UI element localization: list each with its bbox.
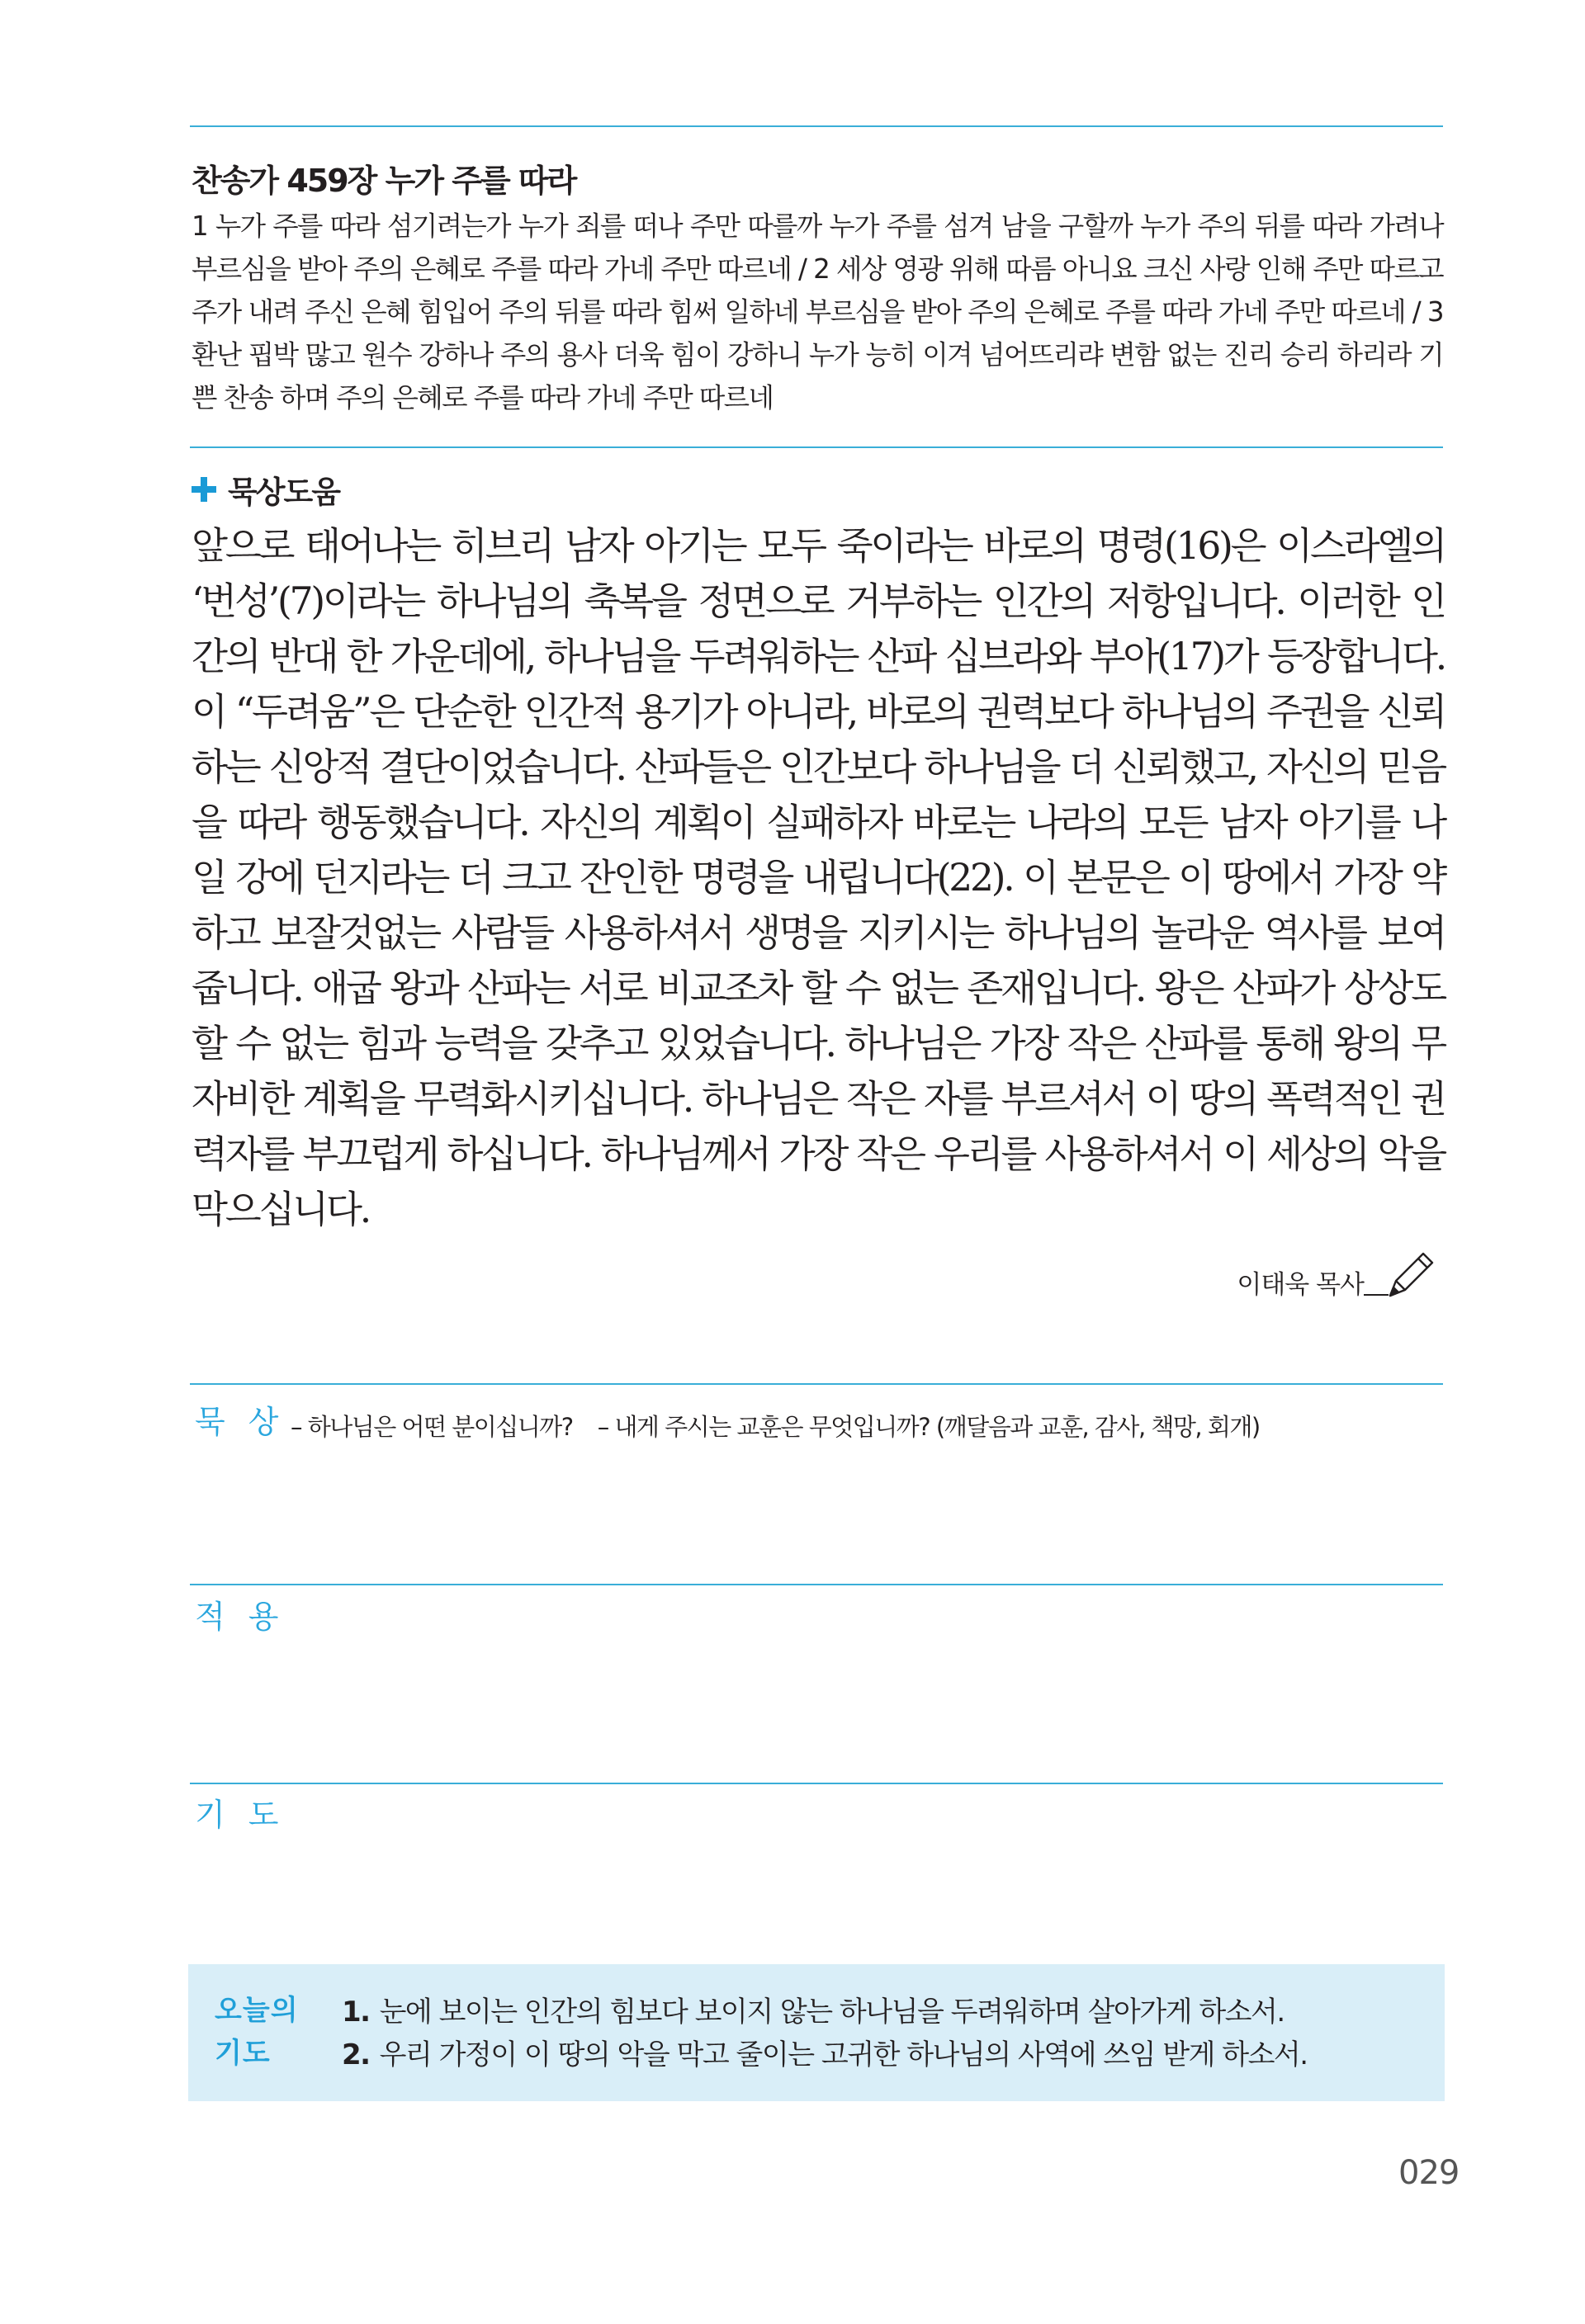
- item-number: 2.: [342, 2038, 370, 2071]
- item-number: 1.: [342, 1996, 370, 2029]
- prompt-lesson: – 내게 주시는 교훈은 무엇입니까? (깨달음과 교훈, 감사, 책망, 회개): [597, 1413, 1260, 1441]
- hymn-lyrics: 1 누가 주를 따라 섬기려는가 누가 죄를 떠나 주만 따를까 누가 주를 섬겨 남을 구할까 누가 주의 뒤를 따라 가려나 부르심을 받아 주의 은혜로 주를 따라 가네 주만 따르네 / 2 세상 영광 위해 따름 아니요 크신 사랑 인해 주만 따르고 주가 내려 주신 은혜 힘입어 주의 뒤를 따라 힘써 일하네 부르심을 받아 주의 은혜로 주를 따라 가네 주만 따르네 / 3 환난 핍박 많고 원수 강하나 주의 용사 더욱 힘이 강하니 누가 능히 이겨 넘어뜨리랴 변함 없는 진리 승리 하리라 기쁜 찬송 하며 주의 은혜로 주를 따라 가네 주만 따르네: [192, 210, 1443, 413]
- pencil-icon: [1385, 1248, 1438, 1301]
- apply-rule: [190, 1584, 1443, 1585]
- plus-icon: [192, 477, 216, 502]
- today-prayer-label-line1: 오늘의: [215, 1994, 299, 2027]
- today-prayer-box: [188, 1964, 1445, 2101]
- top-rule: [190, 125, 1443, 127]
- author-signature: [1237, 1248, 1438, 1301]
- today-prayer-list: [342, 1991, 1308, 2076]
- today-prayer-label: [215, 1989, 299, 2075]
- list-item: [342, 1991, 1308, 2034]
- hymn-title: 찬송가 459장 누가 주를 따라: [192, 163, 576, 199]
- today-prayer-label-line2: 기도: [215, 2037, 271, 2070]
- hymn-bottom-rule: [190, 446, 1443, 448]
- prompt-who-is-god: – 하나님은 어떤 분이십니까?: [291, 1413, 573, 1441]
- meditate-prompts: [291, 1409, 1260, 1443]
- prayer-rule: [190, 1783, 1443, 1784]
- author-name: 이태욱 목사: [1237, 1270, 1364, 1300]
- meditation-body: 앞으로 태어나는 히브리 남자 아기는 모두 죽이라는 바로의 명령(16)은 이스라엘의 ‘번성’(7)이라는 하나님의 축복을 정면으로 거부하는 인간의 저항입니다. 이러한 인간의 반대 한 가운데에, 하나님을 두려워하는 산파 십브라와 부아(17)가 등장합니다. 이 “두려움”은 단순한 인간적 용기가 아니라, 바로의 권력보다 하나님의 주권을 신뢰하는 신앙적 결단이었습니다. 산파들은 인간보다 하나님을 더 신뢰했고, 자신의 믿음을 따라 행동했습니다. 자신의 계획이 실패하자 바로는 나라의 모든 남자 아기를 나일 강에 던지라는 더 크고 잔인한 명령을 내립니다(22). 이 본문은 이 땅에서 가장 약하고 보잘것없는 사람들 사용하셔서 생명을 지키시는 하나님의 놀라운 역사를 보여줍니다. 애굽 왕과 산파는 서로 비교조차 할 수 없는 존재입니다. 왕은 산파가 상상도 할 수 없는 힘과 능력을 갖추고 있었습니다. 하나님은 가장 작은 산파를 통해 왕의 무자비한 계획을 무력화시키십니다. 하나님은 작은 자를 부르셔서 이 땅의 폭력적인 권력자를 부끄럽게 하십니다. 하나님께서 가장 작은 우리를 사용하셔서 이 세상의 악을 막으십니다.: [192, 524, 1445, 1231]
- meditation-title: 묵상도움: [228, 475, 339, 510]
- meditate-rule: [190, 1383, 1443, 1385]
- meditate-label: 묵 상: [195, 1404, 286, 1440]
- prayer-label: 기 도: [195, 1797, 286, 1833]
- meditation-heading: [192, 467, 339, 512]
- item-text: 눈에 보이는 인간의 힘보다 보이지 않는 하나님을 두려워하며 살아가게 하소서.: [379, 1996, 1285, 2029]
- page-number: 029: [1398, 2154, 1460, 2192]
- item-text: 우리 가정이 이 땅의 악을 막고 줄이는 고귀한 하나님의 사역에 쓰임 받게 하소서.: [379, 2038, 1308, 2071]
- apply-label: 적 용: [195, 1599, 286, 1635]
- list-item: [342, 2034, 1308, 2076]
